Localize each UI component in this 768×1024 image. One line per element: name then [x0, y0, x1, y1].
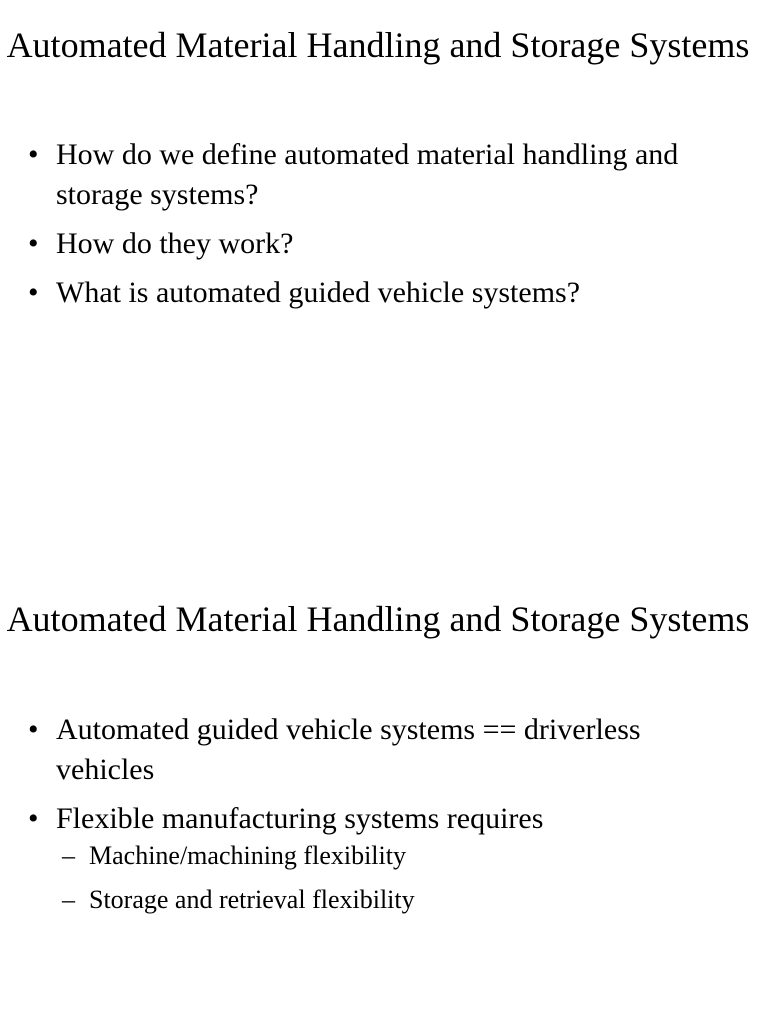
sub-bullet-item — [56, 883, 744, 917]
bullet-marker: • — [28, 802, 39, 835]
bullet-marker: • — [28, 713, 39, 746]
bullet-item — [28, 224, 744, 264]
bullet-text: Automated guided vehicle systems == driverless vehicles — [56, 713, 641, 786]
bullet-text: Flexible manufacturing systems requires — [56, 802, 544, 835]
bullet-marker: • — [28, 227, 39, 260]
sub-bullet-item — [56, 839, 744, 873]
bullet-item — [28, 135, 744, 215]
bullet-item — [28, 273, 744, 313]
bullet-list — [28, 135, 744, 322]
dash-marker: – — [62, 885, 75, 914]
slide-title: Automated Material Handling and Storage Systems — [6, 599, 750, 639]
bullet-marker: • — [28, 138, 39, 171]
sub-bullet-text: Machine/machining flexibility — [89, 841, 406, 870]
bullet-text: How do we define automated material handling and storage systems? — [56, 138, 679, 211]
bullet-item — [28, 710, 744, 790]
bullet-item — [28, 799, 744, 917]
slide-title: Automated Material Handling and Storage Systems — [6, 25, 750, 65]
bullet-list — [28, 710, 744, 927]
bullet-text: What is automated guided vehicle systems? — [56, 276, 581, 309]
sub-bullet-list — [56, 839, 744, 917]
slide-2 — [0, 575, 768, 1024]
bullet-text: How do they work? — [56, 227, 294, 260]
bullet-marker: • — [28, 276, 39, 309]
sub-bullet-text: Storage and retrieval flexibility — [89, 885, 415, 914]
dash-marker: – — [62, 841, 75, 870]
